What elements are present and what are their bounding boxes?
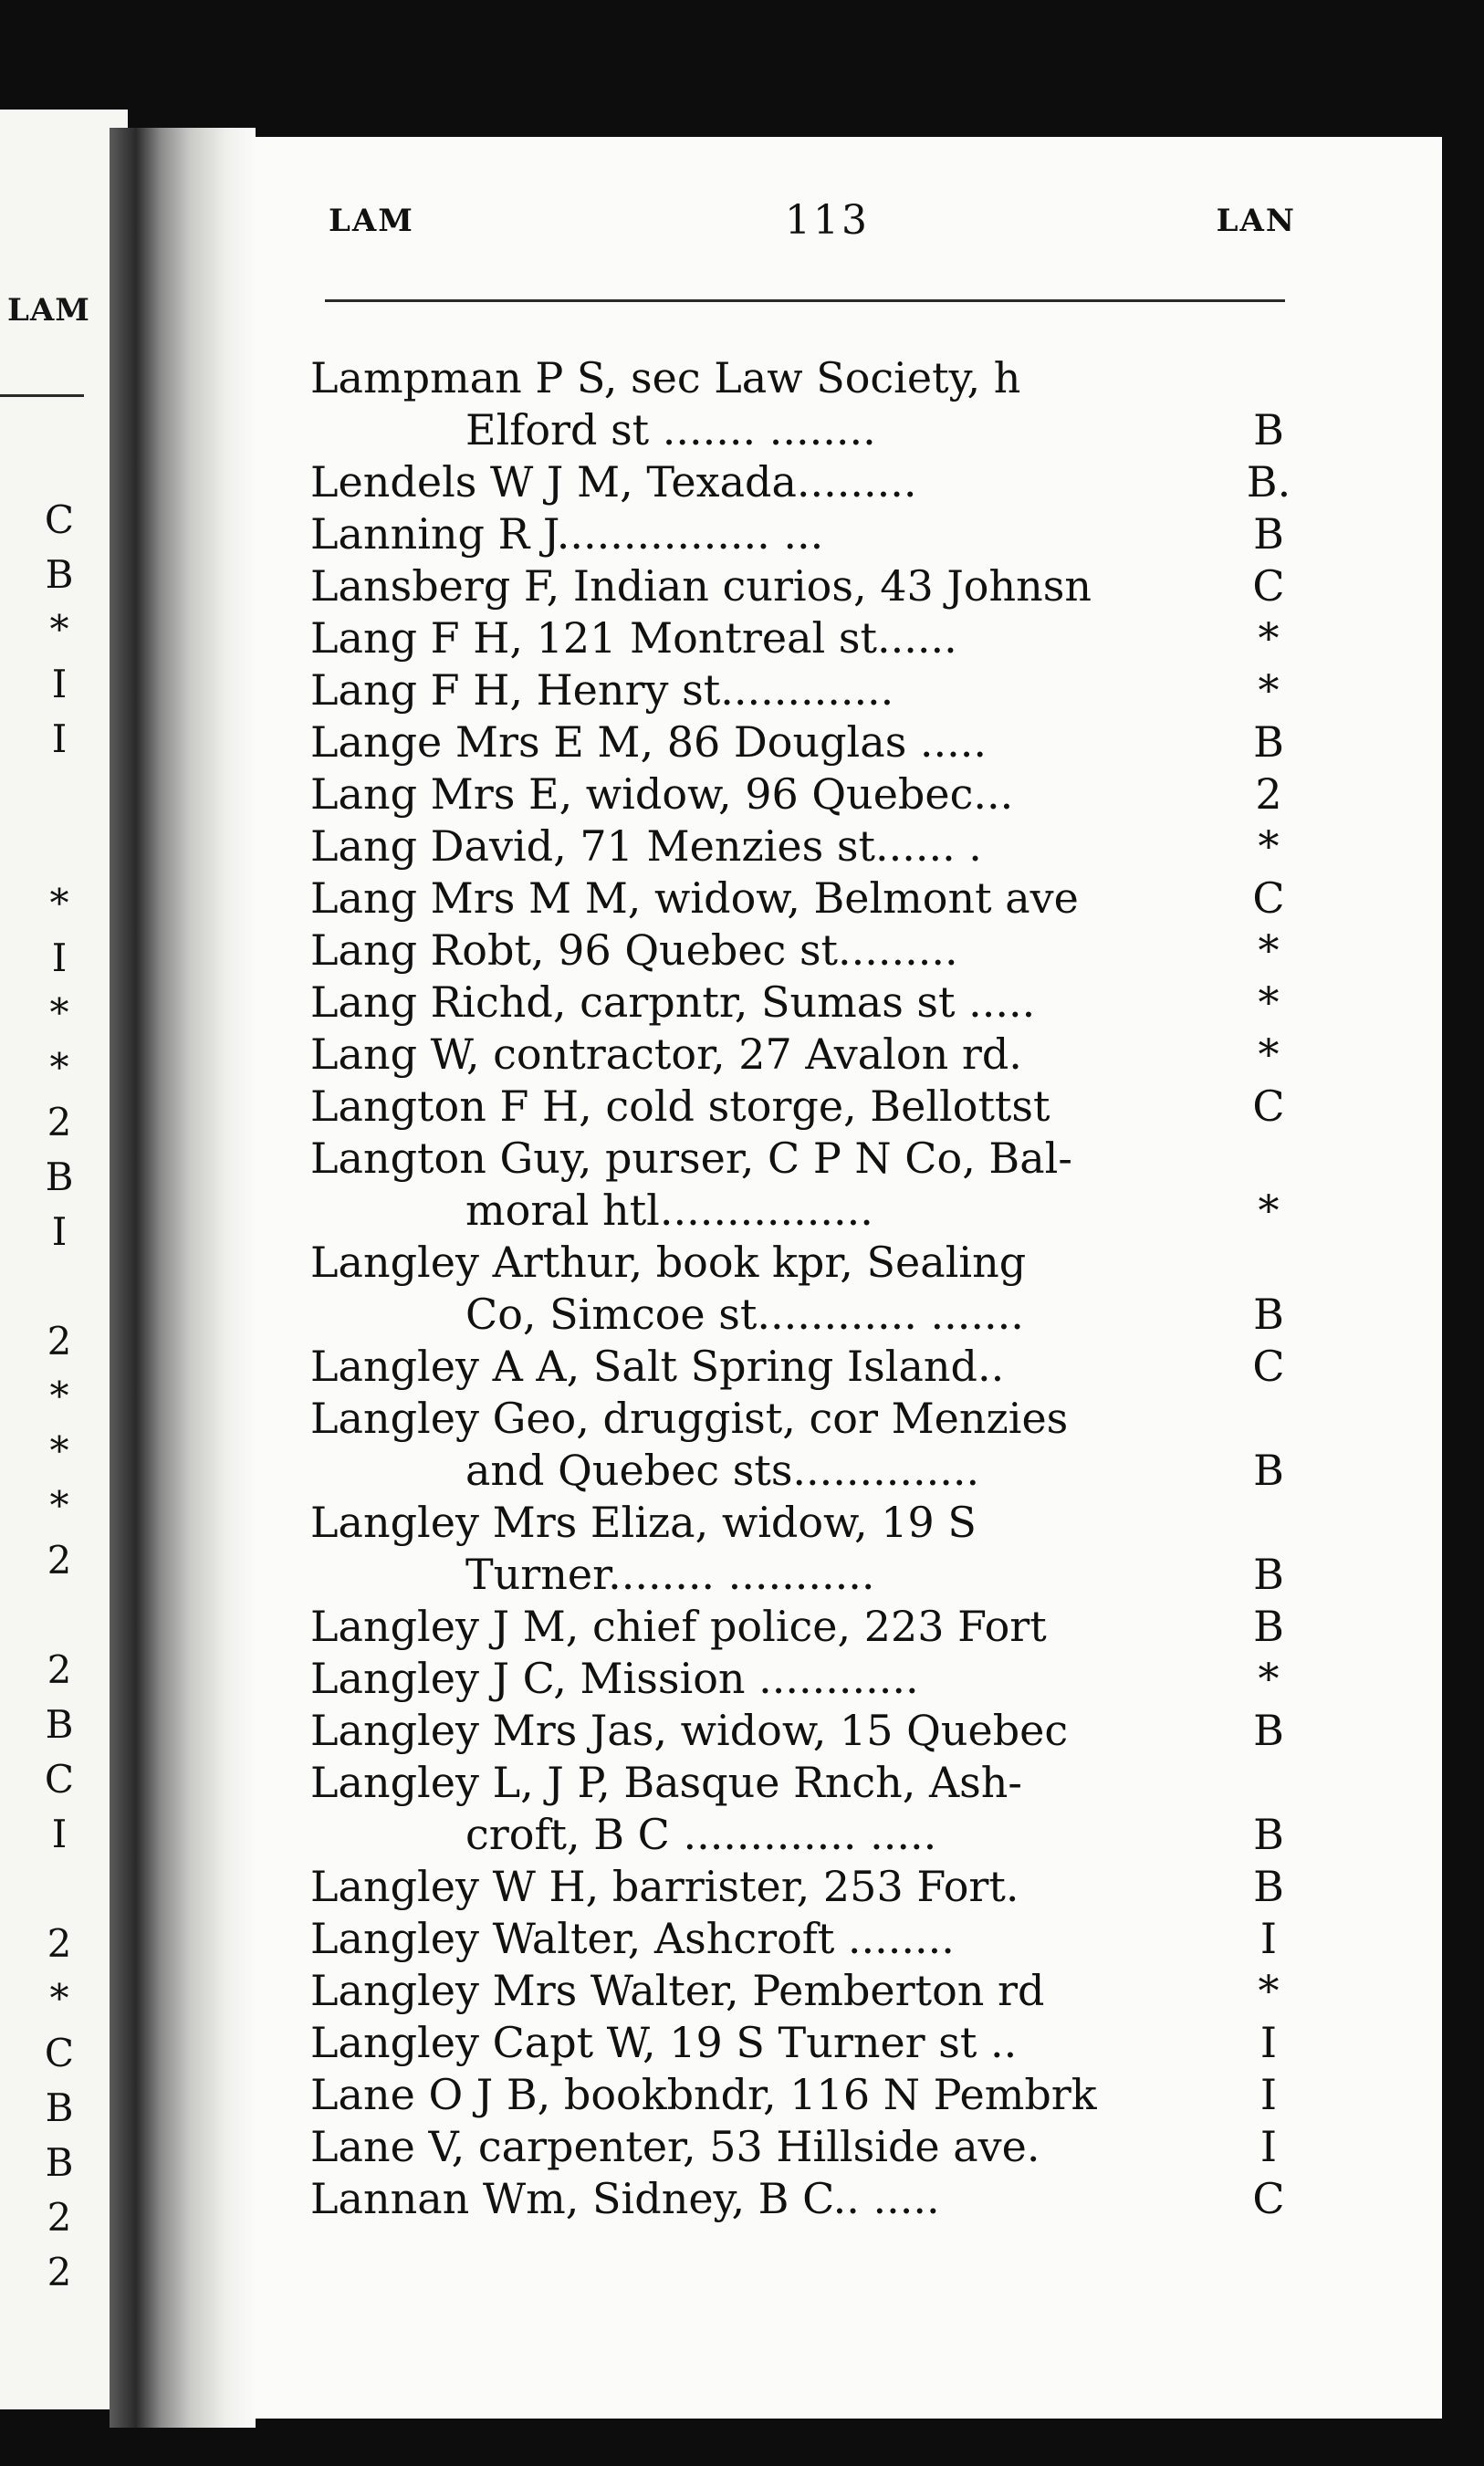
entry-text: Lanning R J................ ... [310, 509, 824, 559]
facing-page-code: I [51, 716, 68, 761]
entry-text: Langley J C, Mission ............ [310, 1654, 919, 1703]
entry-text: Lang F H, Henry st............. [310, 665, 894, 715]
entry-code: B [1253, 1446, 1284, 1495]
directory-entry [310, 508, 1332, 560]
directory-entry [310, 2121, 1332, 2173]
entry-code: B [1253, 1290, 1284, 1339]
facing-page-code: I [51, 662, 68, 706]
entry-text: Lang Richd, carpntr, Sumas st ..... [310, 977, 1036, 1027]
facing-page-code: * [49, 607, 69, 652]
facing-page-code: B [45, 1155, 74, 1199]
entry-code: C [1252, 1081, 1285, 1131]
facing-page-code [37, 1588, 82, 1643]
facing-page-code: * [49, 990, 69, 1035]
facing-page-code: I [51, 1812, 68, 1856]
facing-page-code: * [49, 1976, 69, 2021]
facing-page-code: * [49, 1374, 69, 1418]
facing-page-code: * [49, 1483, 69, 1528]
directory-entry [310, 1497, 1332, 1601]
entry-text: Langley Mrs Walter, Pemberton rd [310, 1966, 1045, 2015]
entry-code: B [1253, 1550, 1284, 1599]
facing-page-code: 2 [47, 1319, 72, 1364]
book-gutter [110, 128, 256, 2428]
directory-entry [310, 1757, 1332, 1861]
entry-text: Langley A A, Salt Spring Island.. [310, 1342, 1005, 1391]
entry-text: Lansberg F, Indian curios, 43 Johnsn [310, 561, 1092, 611]
facing-page-code: C [44, 2031, 75, 2075]
entry-code: B [1253, 1862, 1284, 1911]
directory-entry [310, 820, 1332, 873]
entry-code: I [1259, 1914, 1278, 1963]
entry-code: B. [1246, 457, 1291, 507]
entry-text: Langton F H, cold storge, Bellottst [310, 1081, 1050, 1131]
facing-page-code: I [51, 1209, 68, 1254]
directory-entry [310, 716, 1332, 768]
entry-code: B [1253, 717, 1284, 767]
directory-entry [310, 1029, 1332, 1081]
entry-code: B [1253, 509, 1284, 559]
facing-page [0, 110, 128, 2409]
entry-text: Langley Geo, druggist, cor Menzies [310, 1394, 1069, 1443]
directory-entry [310, 1133, 1332, 1237]
facing-page-code: * [49, 881, 69, 925]
directory-entry [310, 1913, 1332, 1965]
directory-entry [310, 352, 1332, 456]
directory-page [256, 137, 1442, 2419]
facing-page-code: C [44, 1757, 75, 1802]
facing-page-rule [0, 394, 84, 397]
facing-page-running-head: LAM [7, 292, 90, 329]
entry-code: C [1252, 1342, 1285, 1391]
entry-code: * [1258, 821, 1280, 871]
facing-page-code [37, 1259, 82, 1314]
directory-entry [310, 560, 1332, 612]
facing-page-code-column [37, 493, 82, 2300]
entry-text: Langton Guy, purser, C P N Co, Bal- [310, 1134, 1072, 1183]
facing-page-code: 2 [47, 1921, 72, 1966]
entry-text: Langley Arthur, book kpr, Sealing [310, 1238, 1027, 1287]
entry-code: * [1258, 613, 1280, 663]
running-head-right: LAN [1216, 203, 1296, 239]
entry-code: I [1259, 2070, 1278, 2119]
directory-entry [310, 1705, 1332, 1757]
facing-page-code: 2 [47, 2250, 72, 2294]
entry-code: 2 [1255, 769, 1282, 819]
entry-code: * [1258, 925, 1280, 975]
entry-text: Lane O J B, bookbndr, 116 N Pembrk [310, 2070, 1097, 2119]
entry-text: Lang Robt, 96 Quebec st......... [310, 925, 958, 975]
entry-code: * [1258, 1966, 1280, 2015]
directory-entry [310, 873, 1332, 925]
directory-entry [310, 925, 1332, 977]
facing-page-code [37, 767, 82, 821]
facing-page-code: 2 [47, 1647, 72, 1692]
facing-page-code: B [45, 1702, 74, 1747]
entry-text: Lange Mrs E M, 86 Douglas ..... [310, 717, 988, 767]
entry-text: Lendels W J M, Texada......... [310, 457, 917, 507]
directory-entry [310, 2017, 1332, 2069]
entry-code: I [1259, 2122, 1278, 2171]
directory-entry [310, 1341, 1332, 1393]
entry-continuation: Co, Simcoe st............ ....... [465, 1290, 1024, 1339]
entry-text: Langley Capt W, 19 S Turner st .. [310, 2018, 1018, 2067]
directory-entry [310, 456, 1332, 508]
entry-code: B [1253, 1810, 1284, 1859]
facing-page-code: B [45, 2085, 74, 2130]
entry-code: * [1258, 1029, 1280, 1079]
directory-entry [310, 1601, 1332, 1653]
entry-text: Langley W H, barrister, 253 Fort. [310, 1862, 1019, 1911]
entry-text: Langley Walter, Ashcroft ........ [310, 1914, 955, 1963]
entry-text: Lang Mrs M M, widow, Belmont ave [310, 873, 1079, 923]
facing-page-code: 2 [47, 2195, 72, 2240]
entry-text: Langley Mrs Eliza, widow, 19 S [310, 1498, 977, 1547]
entry-continuation: croft, B C ............. ..... [465, 1810, 937, 1859]
entry-text: Langley J M, chief police, 223 Fort [310, 1602, 1047, 1651]
entry-continuation: and Quebec sts.............. [465, 1446, 980, 1495]
entry-continuation: moral htl................ [465, 1186, 873, 1235]
directory-entry [310, 1965, 1332, 2017]
page-number: 113 [785, 197, 870, 244]
entry-text: Lang Mrs E, widow, 96 Quebec... [310, 769, 1014, 819]
entry-continuation: Turner........ ........... [465, 1550, 875, 1599]
directory-entry [310, 1237, 1332, 1341]
facing-page-code [37, 1862, 82, 1917]
directory-entry [310, 664, 1332, 716]
entry-code: B [1253, 405, 1284, 455]
entry-text: Langley Mrs Jas, widow, 15 Quebec [310, 1706, 1069, 1755]
facing-page-code [37, 821, 82, 876]
directory-entry [310, 768, 1332, 820]
directory-entry [310, 1861, 1332, 1913]
facing-page-code: * [49, 1045, 69, 1090]
entry-code: I [1259, 2018, 1278, 2067]
directory-entry [310, 1393, 1332, 1497]
entry-text: Lane V, carpenter, 53 Hillside ave. [310, 2122, 1040, 2171]
directory-entry [310, 2069, 1332, 2121]
entry-text: Lang W, contractor, 27 Avalon rd. [310, 1029, 1022, 1079]
directory-entry [310, 2173, 1332, 2225]
directory-entries [310, 352, 1332, 2225]
entry-code: * [1258, 665, 1280, 715]
facing-page-code: * [49, 1428, 69, 1473]
directory-entry [310, 1653, 1332, 1705]
entry-text: Lannan Wm, Sidney, B C.. ..... [310, 2174, 940, 2223]
entry-code: B [1253, 1602, 1284, 1651]
entry-code: * [1258, 1654, 1280, 1703]
entry-text: Lampman P S, sec Law Society, h [310, 353, 1021, 402]
entry-text: Lang F H, 121 Montreal st...... [310, 613, 957, 663]
directory-entry [310, 612, 1332, 664]
facing-page-code: B [45, 2140, 74, 2185]
entry-code: C [1252, 873, 1285, 923]
entry-code: * [1258, 1186, 1280, 1235]
facing-page-code: C [44, 497, 75, 542]
entry-text: Langley L, J P, Basque Rnch, Ash- [310, 1758, 1022, 1807]
entry-continuation: Elford st ....... ........ [465, 405, 876, 455]
directory-entry [310, 1081, 1332, 1133]
header-rule [325, 299, 1285, 302]
facing-page-code: 2 [47, 1100, 72, 1144]
entry-code: C [1252, 2174, 1285, 2223]
entry-code: B [1253, 1706, 1284, 1755]
facing-page-code: B [45, 552, 74, 597]
entry-text: Lang David, 71 Menzies st...... . [310, 821, 982, 871]
entry-code: * [1258, 977, 1280, 1027]
facing-page-code: I [51, 935, 68, 980]
entry-code: C [1252, 561, 1285, 611]
directory-entry [310, 977, 1332, 1029]
running-head-left: LAM [329, 203, 414, 239]
facing-page-code: 2 [47, 1538, 72, 1583]
